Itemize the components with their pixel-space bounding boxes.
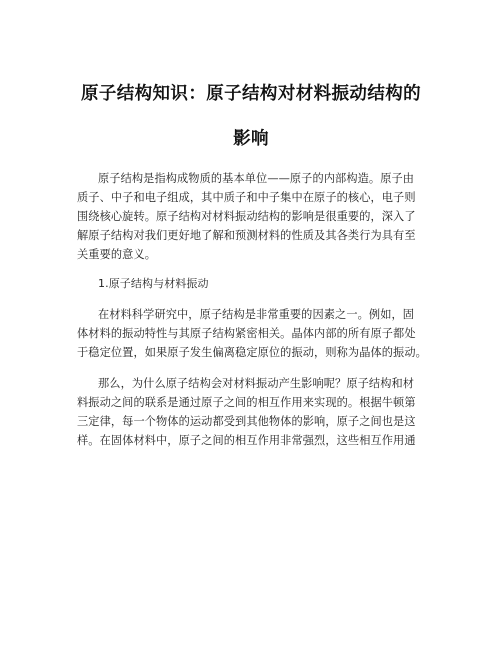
section-paragraph-line: 那么，为什么原子结构会对材料振动产生影响呢？原子结构和材: [98, 377, 415, 390]
section-paragraph-line: 料振动之间的联系是通过原子之间的相互作用来实现的。根据牛顿第: [77, 396, 416, 409]
section-paragraph-line: 三定律，每一个物体的运动都受到其他物体的影响，原子之间也是这: [77, 415, 416, 428]
section-paragraph-line: 在材料科学研究中，原子结构是非常重要的因素之一。例如，固: [98, 308, 415, 321]
intro-paragraph-line: 原子结构是指构成物质的基本单位——原子的内部构造。原子由: [98, 172, 415, 185]
intro-paragraph-line: 围绕核心旋转。原子结构对材料振动结构的影响是很重要的，深入了: [77, 210, 416, 223]
document-title-line-1: 原子结构知识：原子结构对材料振动结构的: [80, 84, 422, 104]
section-heading: 1.原子结构与材料振动: [98, 277, 209, 290]
intro-paragraph-line: 质子、中子和电子组成，其中质子和中子集中在原子的核心，电子则: [77, 191, 416, 204]
intro-paragraph-line: 关重要的意义。: [77, 248, 157, 261]
section-paragraph-line: 样。在固体材料中，原子之间的相互作用非常强烈，这些相互作用通: [77, 434, 416, 447]
section-paragraph-line: 于稳定位置，如果原子发生偏离稳定原位的振动，则称为晶体的振动。: [77, 346, 427, 359]
intro-paragraph-line: 解原子结构对我们更好地了解和预测材料的性质及其各类行为具有至: [77, 229, 416, 242]
document-title-line-2: 影响: [233, 129, 269, 149]
section-paragraph-line: 体材料的振动特性与其原子结构紧密相关。晶体内部的所有原子都处: [77, 327, 416, 340]
